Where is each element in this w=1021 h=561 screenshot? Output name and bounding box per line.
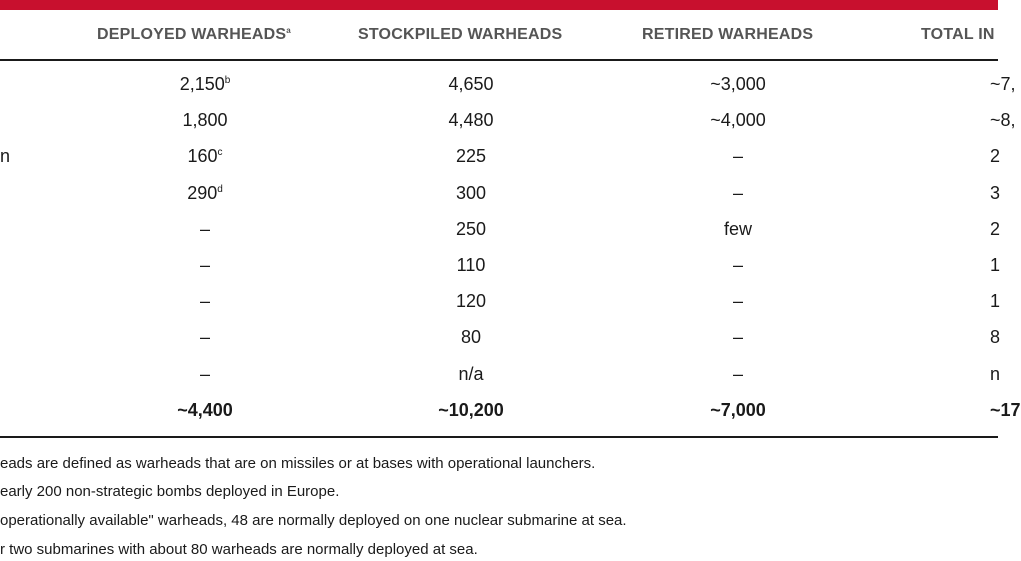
header-total: TOTAL IN (921, 26, 995, 43)
cell-retired: – (732, 291, 744, 312)
table-row (0, 356, 1001, 392)
header-rule (0, 59, 998, 61)
cell-retired: – (732, 254, 744, 275)
cell-stockpiled: 225 (455, 146, 487, 167)
table-body (0, 66, 1021, 428)
totals-row (0, 392, 1021, 428)
totals-rule (0, 436, 998, 438)
cell-stockpiled: n/a (458, 363, 484, 384)
cell-total: 2 (990, 218, 1001, 239)
cell-deployed-value: – (199, 291, 211, 312)
cell-retired: – (732, 327, 744, 348)
header-retired: RETIRED WARHEADS (642, 26, 814, 43)
cell-deployed (200, 364, 210, 385)
footnote: r two submarines with about 80 warheads are normally deployed at sea. (0, 541, 478, 558)
total-deployed: ~4,400 (177, 399, 233, 420)
cell-stockpiled: 120 (455, 291, 487, 312)
cell-stockpiled: 4,480 (448, 110, 494, 131)
cell-deployed-value: – (199, 327, 211, 348)
cell-retired: – (732, 146, 744, 167)
cell-total: n (990, 363, 1001, 384)
cell-deployed (200, 255, 210, 276)
cell-deployed-value: 2,150 (179, 74, 225, 94)
footnote: eads are defined as warheads that are on missiles or at bases with operational launchers. (0, 455, 596, 472)
cell-retired: ~4,000 (710, 110, 766, 131)
cell-deployed-value: – (199, 218, 211, 239)
footnote-mark: d (217, 183, 223, 195)
cell-total: 3 (990, 182, 1001, 203)
cell-stockpiled: 4,650 (448, 74, 494, 94)
footnote: operationally available" warheads, 48 are normally deployed on one nuclear submarine at sea. (0, 512, 627, 529)
cell-deployed (187, 183, 223, 204)
cell-retired: – (732, 363, 744, 384)
cell-total: 8 (990, 327, 1001, 348)
cell-stockpiled: 250 (455, 218, 487, 239)
cell-retired: few (723, 218, 753, 239)
cell-total: ~7, (990, 74, 1016, 94)
footnote-mark: c (217, 147, 223, 159)
table-row (0, 175, 1001, 211)
cell-retired: – (732, 182, 744, 203)
cell-deployed (187, 146, 222, 167)
cell-total: 1 (990, 291, 1001, 312)
row-label: n (0, 146, 11, 167)
table-row (0, 102, 1016, 138)
header-stockpiled: STOCKPILED WARHEADS (358, 26, 563, 43)
cell-deployed-value: 1,800 (182, 110, 228, 131)
footnote: early 200 non-strategic bombs deployed in Europe. (0, 483, 340, 500)
total-inventory: ~17 (990, 399, 1021, 420)
table-row (0, 211, 1001, 247)
cell-deployed (200, 219, 210, 240)
table-row (0, 247, 1001, 283)
total-retired: ~7,000 (710, 399, 766, 420)
table-row (0, 138, 1001, 174)
cell-retired: ~3,000 (710, 74, 766, 94)
cell-deployed (180, 74, 231, 95)
table-row (0, 283, 1001, 319)
cell-deployed-value: – (199, 254, 211, 275)
cell-deployed (200, 291, 210, 312)
table-row (0, 319, 1001, 355)
accent-bar (0, 0, 998, 10)
cell-deployed (200, 327, 210, 348)
cell-deployed-value: 160 (187, 146, 218, 167)
footnote-mark: b (224, 75, 231, 86)
cell-deployed-value: 290 (187, 182, 218, 203)
cell-total: 1 (990, 254, 1001, 275)
cell-stockpiled: 300 (455, 182, 487, 203)
header-deployed (97, 26, 291, 44)
cell-deployed (182, 110, 227, 131)
header-deployed-footnote-mark: a (286, 26, 291, 35)
header-deployed-label: DEPLOYED WARHEADS (97, 26, 287, 43)
total-stockpiled: ~10,200 (438, 399, 504, 420)
cell-total: ~8, (990, 110, 1016, 131)
cell-total: 2 (990, 146, 1001, 167)
cell-deployed-value: – (199, 363, 211, 384)
cell-stockpiled: 80 (460, 327, 482, 348)
table-row (0, 66, 1016, 102)
cell-stockpiled: 110 (456, 254, 486, 275)
